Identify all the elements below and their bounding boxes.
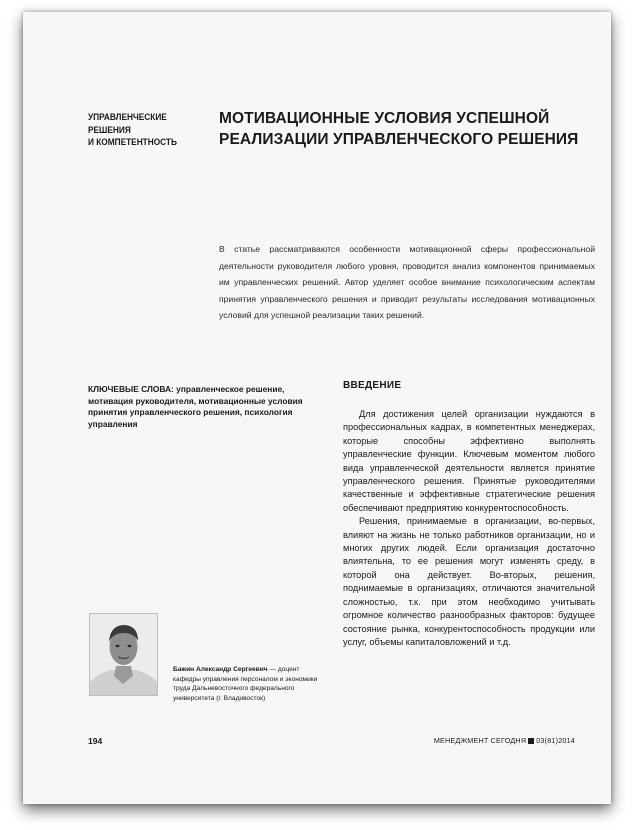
journal-page xyxy=(23,12,611,804)
journal-footer xyxy=(434,736,575,745)
section-label-line: УПРАВЛЕНЧЕСКИЕ xyxy=(88,112,167,122)
body-text xyxy=(343,408,595,649)
author-portrait-icon xyxy=(90,614,157,695)
author-info xyxy=(173,665,328,703)
article-title-line: РЕАЛИЗАЦИИ УПРАВЛЕНЧЕСКОГО РЕШЕНИЯ xyxy=(219,131,579,148)
keywords: КЛЮЧЕВЫЕ СЛОВА: управленческое решение, мотивация руководителя, мотивационные условия принятия управленческого решения, психология управления xyxy=(88,384,303,429)
body-paragraph: Для достижения целей организации нуждаются в профессиональных кадрах, в компетентных менеджерах, которые способны эффективно выполнять управленческие функции. Ключевым моментом любого вида управленческой деятельности является принятие управленческого решения. Принятые руководителями качественные и эффективные стратегические решения обеспечивают предприятию конкурентоспособность. xyxy=(343,409,595,513)
author-photo xyxy=(89,613,158,696)
author-name: Бажин Александр Сергеевич xyxy=(173,666,268,673)
journal-name: МЕНЕДЖМЕНТ СЕГОДНЯ xyxy=(433,736,527,745)
section-heading-introduction: ВВЕДЕНИЕ xyxy=(343,380,402,391)
square-separator-icon xyxy=(528,738,534,744)
body-paragraph: Решения, принимаемые в организации, во-первых, влияют на жизнь не только работников организации, но и многих других людей. Если организация достаточно влиятельна, то ее решения могут изменять среду, в которой она действует. Во-вторых, решения, поднимаемые в организациях, отличаются значительной сложностью, т.к. при этом необходимо учитывать огромное количество разнообразных факторов: будущее состояние рынка, конкурентоспособность продукции или услуг, объемы капиталовложений и т.д. xyxy=(343,516,595,647)
section-label xyxy=(88,111,198,149)
section-label-line: РЕШЕНИЯ xyxy=(88,124,131,135)
article-title-line: МОТИВАЦИОННЫЕ УСЛОВИЯ УСПЕШНОЙ xyxy=(219,110,550,127)
journal-issue: 03(81)2014 xyxy=(536,736,575,745)
abstract: В статье рассматриваются особенности мотивационной сферы профессиональной деятельности руководителя любого уровня, проводится анализ компонентов принимаемых им управленческих решений. Автор уделяет особое внимание психологическим аспектам принятия управленческого решения и приводит результаты исследования мотивационных условий для успешной реализации таких решений. xyxy=(219,244,595,320)
author-description: — доцент кафедры управления персоналом и экономики труда Дальневосточного федерального университета (г. Владивосток) xyxy=(173,666,318,702)
article-title xyxy=(219,108,599,150)
section-label-line: И КОМПЕТЕНТНОСТЬ xyxy=(88,137,177,147)
page-number: 194 xyxy=(88,736,103,746)
